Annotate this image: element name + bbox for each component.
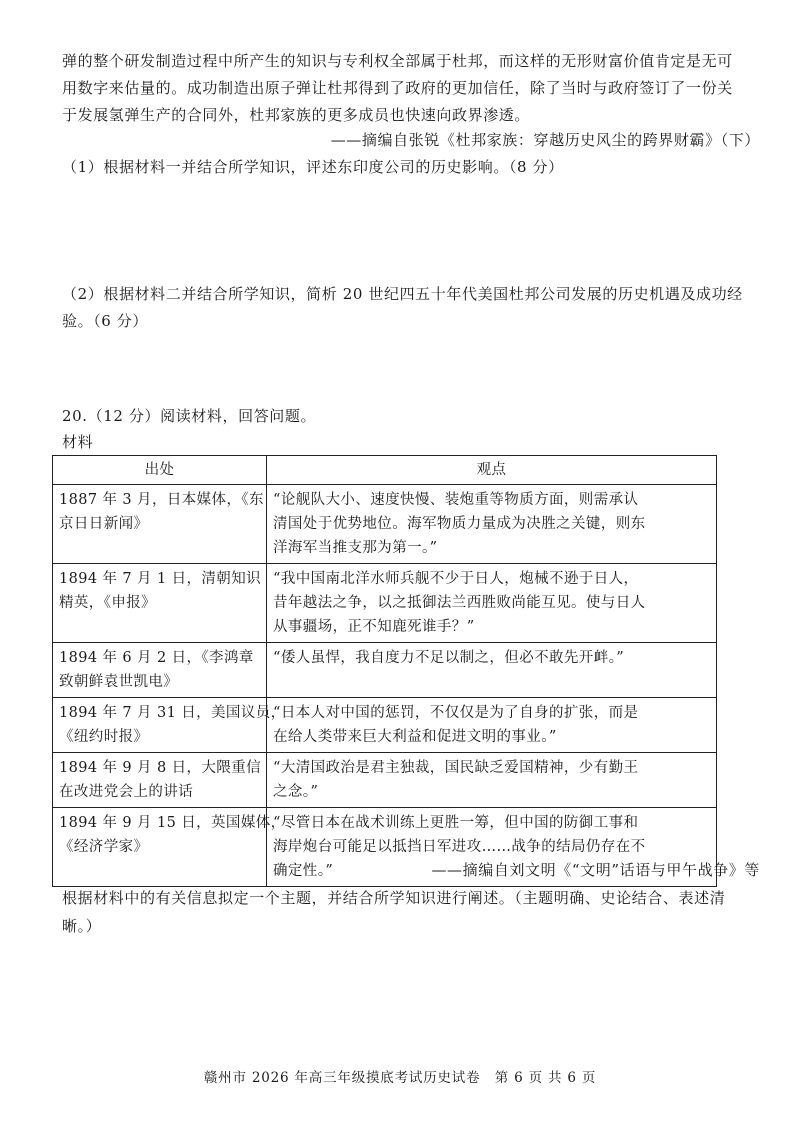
cell-line: “尽管日本在战术训练上更胜一筹，但中国的防御工事和	[273, 815, 639, 831]
material-label-text: 材料	[62, 433, 94, 451]
page-footer: 赣州市 2026 年高三年级摸底考试历史试卷 第 6 页 共 6 页	[203, 1070, 597, 1086]
source-cell	[53, 485, 267, 564]
material-source: ——摘编自刘文明《“文明”话语与甲午战争》等	[431, 861, 760, 879]
source-cell	[53, 564, 267, 643]
cell-line: “日本人对中国的惩罚，不仅仅是为了自身的扩张，而是	[273, 705, 639, 721]
cell-line: 《纽约时报》	[59, 729, 149, 745]
table-row	[53, 698, 717, 753]
cell-line: “我中国南北洋水师兵舰不少于日人，炮械不逊于日人，	[273, 571, 639, 587]
question-20-header	[62, 404, 768, 428]
cell-line: 确定性。”	[273, 863, 334, 879]
cell-line: 《经济学家》	[59, 839, 149, 855]
cell-line: 清国处于优势地位。海军物质力量成为决胜之关键，则东	[273, 516, 646, 532]
header-view: 观点	[267, 456, 717, 485]
paragraph-line: 用数字来估量的。成功制造出原子弹让杜邦得到了政府的更加信任，除了当时与政府签订了一份关	[62, 79, 733, 97]
material-label	[62, 430, 768, 454]
view-cell	[267, 698, 717, 753]
cell-line: 1894 年 7 月 31 日，美国议员，	[59, 705, 286, 721]
source-cell	[53, 808, 286, 887]
cell-line: 从事疆场，正不知鹿死谁手？”	[273, 619, 475, 635]
cell-line: 致朝鲜袁世凯电》	[59, 674, 179, 690]
cell-line: 1894 年 6 月 2 日，《李鸿章	[59, 650, 254, 666]
cell-line: 在给人类带来巨大利益和促进文明的事业。”	[273, 729, 557, 745]
table-row	[53, 564, 717, 643]
table-header-row	[53, 456, 717, 485]
cell-line: “倭人虽悍，我自度力不足以制之，但必不敢先开衅。”	[273, 650, 625, 666]
material2-source: ——摘编自张锐《杜邦家族：穿越历史风尘的跨界财霸》（下）	[330, 131, 760, 149]
cell-line: 1894 年 9 月 8 日，大隈重信	[59, 760, 261, 776]
question-1	[62, 155, 768, 179]
cell-line: 之念。”	[273, 784, 319, 800]
view-cell	[267, 564, 717, 643]
question-line: （1）根据材料一并结合所学知识，评述东印度公司的历史影响。（8 分）	[62, 158, 564, 176]
view-cell	[267, 643, 717, 698]
paragraph-line: 弹的整个研发制造过程中所产生的知识与专利权全部属于杜邦，而这样的无形财富价值肯定是无可	[62, 52, 733, 70]
source-cell	[53, 643, 267, 698]
cell-line: 1894 年 9 月 15 日，英国媒体，	[59, 815, 286, 831]
material2-continued-paragraph	[62, 48, 768, 129]
question-2	[62, 281, 768, 335]
cell-line: 昔年越法之争，以之抵御法兰西胜败尚能互见。使与日人	[273, 595, 646, 611]
cell-line: 精英，《申报》	[59, 595, 157, 611]
cell-line: “大清国政治是君主独裁，国民缺乏爱国精神，少有勤王	[273, 760, 639, 776]
question-20-task	[62, 884, 768, 940]
cell-line: 在改进党会上的讲话	[59, 784, 194, 800]
cell-line: “论舰队大小、速度快慢、装炮重等物质方面，则需承认	[273, 492, 639, 508]
table-row	[53, 485, 717, 564]
source-cell	[53, 698, 286, 753]
question-line: 验。（6 分）	[62, 312, 149, 330]
materials-table	[52, 455, 717, 887]
question-line: （2）根据材料二并结合所学知识，简析 20 世纪四五十年代美国杜邦公司发展的历史机遇及成功经	[62, 285, 743, 303]
table-row	[53, 753, 717, 808]
cell-line: 1887 年 3 月，日本媒体，《东	[59, 492, 264, 508]
header-source: 出处	[53, 456, 267, 485]
cell-line: 京日日新闻》	[59, 516, 149, 532]
paragraph-line: 于发展氢弹生产的合同外，杜邦家族的更多成员也快速向政界渗透。	[62, 106, 531, 124]
task-line: 根据材料中的有关信息拟定一个主题，并结合所学知识进行阐述。（主题明确、史论结合、表述清	[62, 889, 726, 907]
cell-line: 洋海军当推支那为第一。”	[273, 540, 438, 556]
cell-line: 1894 年 7 月 1 日，清朝知识	[59, 571, 261, 587]
question-20-title: 20.（12 分）阅读材料，回答问题。	[62, 407, 317, 425]
view-cell	[267, 753, 717, 808]
cell-line: 海岸炮台可能足以抵挡日军进攻……战争的结局仍存在不	[273, 839, 646, 855]
table-row	[53, 643, 717, 698]
task-line: 晰。）	[62, 917, 102, 935]
view-cell	[267, 485, 717, 564]
source-cell	[53, 753, 267, 808]
